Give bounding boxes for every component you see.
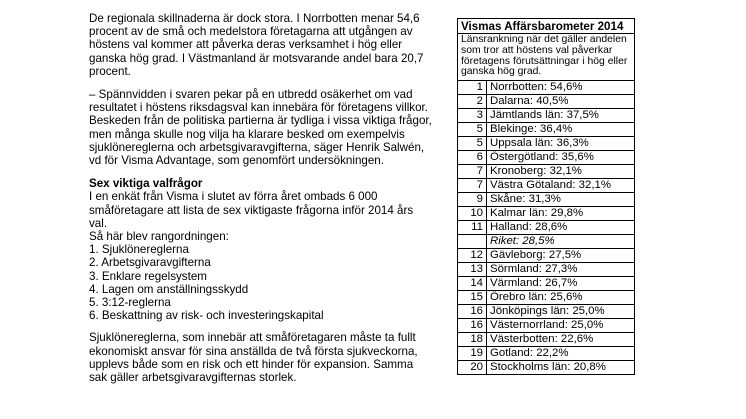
rank-region: Jämtlands län: 37,5% — [487, 109, 635, 123]
section-intro: I en enkät från Visma i slutet av förra året ombads 6 000 småföretagare att lista de sex viktigaste frågorna inför 2014 års val. — [89, 190, 414, 230]
list-item: 1. Sjuklönereglerna — [89, 243, 189, 257]
table-row — [458, 179, 634, 193]
table-row — [458, 333, 634, 347]
table-row — [458, 109, 634, 123]
list-item: 3. Enklare regelsystem — [89, 269, 207, 283]
rank-number: 12 — [458, 249, 487, 263]
rank-region: Stockholms län: 20,8% — [487, 361, 635, 375]
rank-number: 1 — [458, 81, 487, 95]
paragraph-regional: De regionala skillnaderna är dock stora. I Norrbotten menar 54,6 procent av de små och medelstora företagarna att utgången av höstens val kommer att påverka deras verksamhet i hög eller ganska hög grad. I Västmanland är motsvarande andel bara 20,7 procent. — [89, 12, 424, 78]
sidebar-subtitle: Länsrankning när det gäller andelen som tror att höstens val påverkar företagens förutsättningar i hög eller ganska hög grad. — [461, 34, 628, 78]
table-row — [458, 165, 634, 179]
rank-region: Halland: 28,6% — [487, 221, 635, 235]
table-row — [458, 207, 634, 221]
sidebar-title: Vismas Affärsbarometer 2014 — [458, 19, 634, 34]
rank-number: 16 — [458, 319, 487, 333]
table-row — [458, 361, 634, 375]
section-heading: Sex viktiga valfrågor — [89, 177, 203, 191]
table-row — [458, 193, 634, 207]
rank-number: 10 — [458, 207, 487, 221]
rank-number: 7 — [458, 179, 487, 193]
table-row — [458, 151, 634, 165]
rank-region: Östergötland: 35,6% — [487, 151, 635, 165]
table-row — [458, 235, 634, 249]
rank-number: 5 — [458, 123, 487, 137]
rank-region: Värmland: 26,7% — [487, 277, 635, 291]
rank-region: Västra Götaland: 32,1% — [487, 179, 635, 193]
table-row — [458, 221, 634, 235]
rank-number: 6 — [458, 151, 487, 165]
rank-region: Norrbotten: 54,6% — [487, 81, 635, 95]
list-item: 2. Arbetsgivaravgifterna — [89, 256, 211, 270]
rank-number: 19 — [458, 347, 487, 361]
rank-region: Västernorrland: 25,0% — [487, 319, 635, 333]
cut-off-text-line — [89, 0, 449, 4]
table-row — [458, 123, 634, 137]
list-item: 4. Lagen om anställningsskydd — [89, 282, 249, 296]
rank-number: 20 — [458, 361, 487, 375]
rank-region: Sörmland: 27,3% — [487, 263, 635, 277]
rank-region: Riket: 28,5% — [487, 235, 635, 249]
table-row — [458, 137, 634, 151]
ranking-list — [89, 243, 434, 322]
rank-number: 11 — [458, 221, 487, 235]
rank-number: 15 — [458, 291, 487, 305]
table-row — [458, 249, 634, 263]
rank-number: 5 — [458, 137, 487, 151]
list-intro: Så här blev rangordningen: — [89, 230, 229, 244]
rank-number: 18 — [458, 333, 487, 347]
table-row — [458, 305, 634, 319]
rank-number — [458, 235, 487, 249]
rank-region: Kronoberg: 32,1% — [487, 165, 635, 179]
table-row — [458, 291, 634, 305]
rank-number: 14 — [458, 277, 487, 291]
table-row — [458, 95, 634, 109]
rank-region: Gävleborg: 27,5% — [487, 249, 635, 263]
rank-region: Jönköpings län: 25,0% — [487, 305, 635, 319]
rank-region: Gotland: 22,2% — [487, 347, 635, 361]
paragraph-quote: – Spännvidden i svaren pekar på en utbredd osäkerhet om vad resultatet i höstens riksdagsval kan innebära för företagens villkor. Beskeden från de politiska partierna är tydliga i vissa viktiga frågor, men många skulle nog vilja ha klarare besked om exempelvis sjuklönereglerna och arbetsgivaravgifterna, säger Henrik Salwén, vd för Visma Advantage, som genomfört undersökningen. — [89, 88, 432, 168]
table-row — [458, 319, 634, 333]
rank-number: 16 — [458, 305, 487, 319]
table-row — [458, 347, 634, 361]
rank-number: 2 — [458, 95, 487, 109]
table-row — [458, 81, 634, 95]
list-item: 6. Beskattning av risk- och investeringskapital — [89, 309, 324, 323]
rank-region: Kalmar län: 29,8% — [487, 207, 635, 221]
rank-region: Dalarna: 40,5% — [487, 95, 635, 109]
rank-number: 7 — [458, 165, 487, 179]
ranking-table — [458, 80, 634, 374]
paragraph-closing: Sjuklönereglerna, som innebär att småföretagaren måste ta fullt ekonomiskt ansvar för sina anställda de två första sjukveckorna, upplevs både som en risk och ett hinder för expansion. Samma sak gäller arbetsgivaravgifternas storlek. — [89, 331, 418, 385]
table-row — [458, 263, 634, 277]
rank-region: Skåne: 31,3% — [487, 193, 635, 207]
rank-region: Västerbotten: 22,6% — [487, 333, 635, 347]
rank-number: 3 — [458, 109, 487, 123]
rank-region: Örebro län: 25,6% — [487, 291, 635, 305]
list-item: 5. 3:12-reglerna — [89, 296, 171, 310]
sidebar-box — [457, 18, 635, 375]
rank-region: Uppsala län: 36,3% — [487, 137, 635, 151]
rank-region: Blekinge: 36,4% — [487, 123, 635, 137]
rank-number: 9 — [458, 193, 487, 207]
article-body — [89, 12, 434, 394]
rank-number: 13 — [458, 263, 487, 277]
table-row — [458, 277, 634, 291]
